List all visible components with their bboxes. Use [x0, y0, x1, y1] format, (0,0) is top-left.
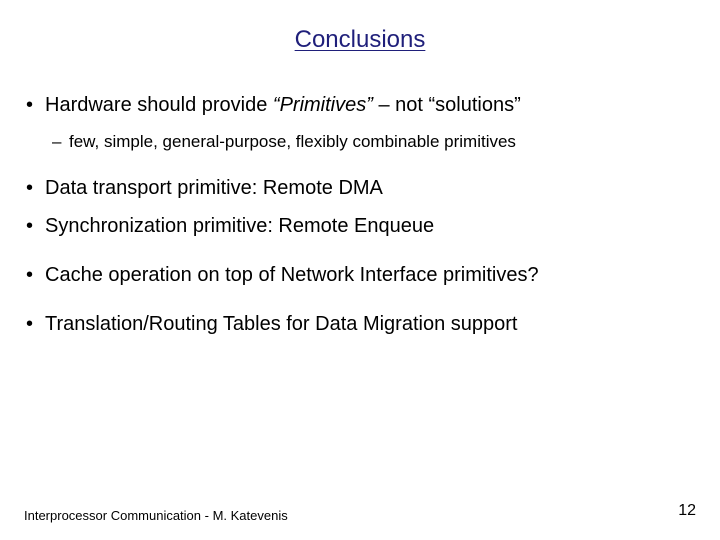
footer-text: Interprocessor Communication - M. Katevenis [24, 508, 288, 523]
bullet-translation-routing [26, 312, 517, 336]
bullet-text: Cache operation on top of Network Interface primitives? [45, 264, 539, 286]
bullet-text: Hardware should provide [45, 94, 273, 116]
sub-bullet-text: few, simple, general-purpose, flexibly combinable primitives [69, 132, 516, 151]
bullet-marker: • [26, 313, 34, 335]
bullet-marker: • [26, 94, 34, 116]
slide-title: Conclusions [294, 26, 426, 53]
bullet-marker: • [26, 177, 34, 199]
bullet-marker: • [26, 264, 34, 286]
bullet-text-continued: – not “solutions” [372, 94, 521, 116]
bullet-data-transport [26, 176, 383, 200]
page-number: 12 [678, 502, 696, 519]
bullet-marker: • [26, 215, 34, 237]
dash-marker: – [52, 132, 62, 151]
bullet-hardware-primitives [26, 93, 521, 117]
bullet-italic-text: “Primitives” [272, 94, 373, 116]
bullet-text: Data transport primitive: Remote DMA [45, 177, 383, 199]
sub-bullet-few-simple [52, 131, 516, 153]
bullet-synchronization [26, 214, 434, 238]
bullet-text: Translation/Routing Tables for Data Migration support [45, 313, 518, 335]
bullet-text: Synchronization primitive: Remote Enqueue [45, 215, 435, 237]
bullet-cache-operation [26, 263, 539, 287]
